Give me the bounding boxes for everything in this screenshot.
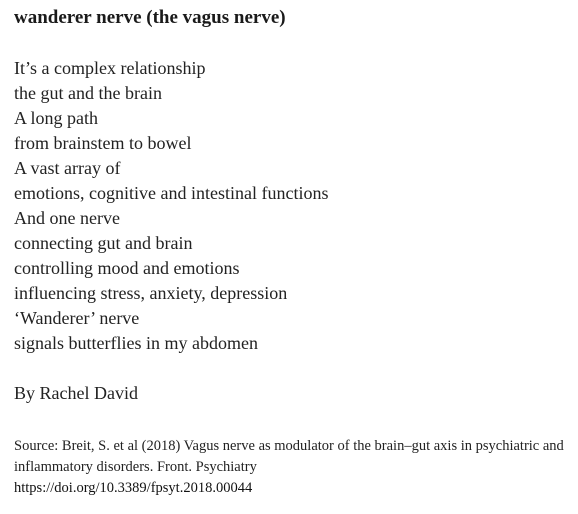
source-citation [14,436,564,499]
poem-line: signals butterflies in my abdomen [14,333,258,353]
poem-line: the gut and the brain [14,83,162,103]
poem-line: And one nerve [14,208,120,228]
poem-line: controlling mood and emotions [14,258,240,278]
poem-line: from brainstem to bowel [14,133,192,153]
poem-line: emotions, cognitive and intestinal functions [14,183,329,203]
poem-line: A vast array of [14,158,121,178]
source-text: Source: Breit, S. et al (2018) Vagus nerve as modulator of the brain–gut axis in psychiatric and inflammatory disorders. Front. Psychiatry [14,438,564,475]
poem-line: A long path [14,108,98,128]
poem-author: By Rachel David [14,383,138,403]
poem-line: connecting gut and brain [14,233,193,253]
source-doi-link[interactable]: https://doi.org/10.3389/fpsyt.2018.00044 [14,480,253,496]
poem-body [14,56,578,356]
poem-title: wanderer nerve (the vagus nerve) [14,7,286,28]
poem-line: It’s a complex relationship [14,58,206,78]
poem-line: ‘Wanderer’ nerve [14,308,140,328]
poem-line: influencing stress, anxiety, depression [14,283,288,303]
